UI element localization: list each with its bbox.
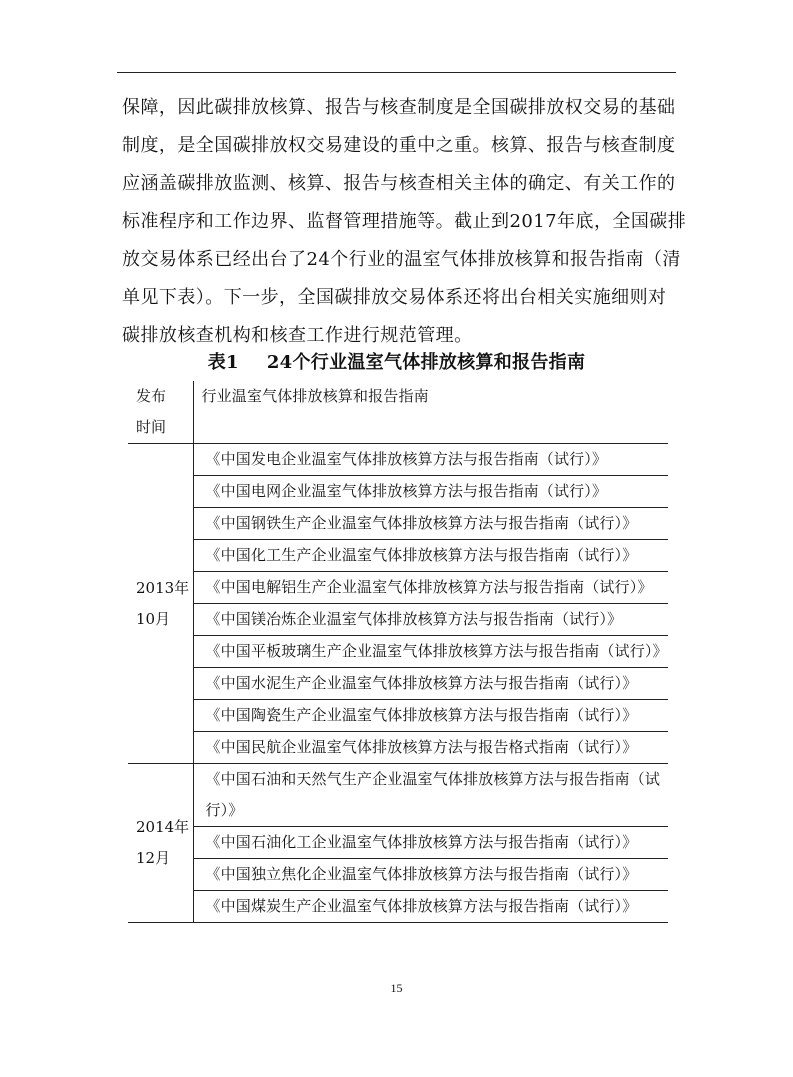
guide-title: 《中国石油和天然气生产企业温室气体排放核算方法与报告指南（试行）》 bbox=[205, 770, 661, 819]
guide-title: 《中国水泥生产企业温室气体排放核算方法与报告指南（试行）》 bbox=[205, 674, 638, 692]
guide-title-cell bbox=[193, 540, 668, 572]
guide-title: 《中国石油化工企业温室气体排放核算方法与报告指南（试行）》 bbox=[205, 833, 638, 851]
guide-title: 《中国平板玻璃生产企业温室气体排放核算方法与报告指南（试行）》 bbox=[205, 642, 668, 660]
paragraph-line: 保障，因此碳排放核算、报告与核查制度是全国碳排放权交易的基础 bbox=[122, 97, 676, 118]
table-row bbox=[128, 700, 668, 732]
group-date-cell bbox=[128, 444, 193, 764]
guide-title: 《中国发电企业温室气体排放核算方法与报告指南（试行）》 bbox=[205, 450, 608, 468]
table-caption-number: 表1 bbox=[207, 352, 239, 373]
group-date-line: 2014年 bbox=[136, 818, 190, 836]
guide-title-cell bbox=[193, 476, 668, 508]
header-date-line: 时间 bbox=[136, 418, 167, 436]
guide-title: 《中国电网企业温室气体排放核算方法与报告指南（试行）》 bbox=[205, 482, 608, 500]
guide-title-cell bbox=[193, 444, 668, 476]
guide-title: 《中国民航企业温室气体排放核算方法与报告格式指南（试行）》 bbox=[205, 738, 638, 756]
guide-title-cell bbox=[193, 636, 668, 668]
guide-title: 《中国煤炭生产企业温室气体排放核算方法与报告指南（试行）》 bbox=[205, 897, 638, 915]
guide-title: 《中国化工生产企业温室气体排放核算方法与报告指南（试行）》 bbox=[205, 546, 638, 564]
table-row bbox=[128, 572, 668, 604]
guide-title-cell bbox=[193, 604, 668, 636]
group-date-line: 10月 bbox=[136, 609, 171, 628]
guide-title-cell bbox=[193, 700, 668, 732]
guide-title-cell bbox=[193, 508, 668, 540]
table-row bbox=[128, 827, 668, 859]
guide-title-cell bbox=[193, 891, 668, 923]
table-row bbox=[128, 476, 668, 508]
guide-title-cell bbox=[193, 668, 668, 700]
table-row bbox=[128, 540, 668, 572]
header-date-cell bbox=[128, 381, 193, 444]
guide-title: 《中国陶瓷生产企业温室气体排放核算方法与报告指南（试行）》 bbox=[205, 706, 638, 724]
guide-title: 《中国钢铁生产企业温室气体排放核算方法与报告指南（试行）》 bbox=[205, 514, 638, 532]
table-row bbox=[128, 732, 668, 764]
header-title: 行业温室气体排放核算和报告指南 bbox=[201, 387, 429, 405]
paragraph-line: 标准程序和工作边界、监督管理措施等。截止到2017年底，全国碳排 bbox=[122, 211, 687, 232]
page-number: 15 bbox=[390, 981, 403, 995]
table-row bbox=[128, 636, 668, 668]
table-row bbox=[128, 444, 668, 476]
guide-title: 《中国电解铝生产企业温室气体排放核算方法与报告指南（试行）》 bbox=[205, 578, 653, 596]
guide-title-cell bbox=[193, 859, 668, 891]
guide-title-cell bbox=[193, 572, 668, 604]
table-row bbox=[128, 859, 668, 891]
table-row bbox=[128, 891, 668, 923]
paragraph-line: 碳排放核查机构和核查工作进行规范管理。 bbox=[122, 325, 473, 346]
table-caption-title: 24个行业温室气体排放核算和报告指南 bbox=[266, 352, 586, 373]
guide-title: 《中国独立焦化企业温室气体排放核算方法与报告指南（试行）》 bbox=[205, 865, 638, 883]
table-row bbox=[128, 764, 668, 827]
body-paragraph bbox=[122, 92, 687, 358]
table-row bbox=[128, 604, 668, 636]
header-date-line: 发布 bbox=[136, 387, 167, 405]
guide-title-cell bbox=[193, 732, 668, 764]
group-date-line: 2013年 bbox=[136, 578, 190, 597]
header-title-cell bbox=[193, 381, 668, 444]
header-rule bbox=[117, 72, 676, 73]
guide-title: 《中国镁冶炼企业温室气体排放核算方法与报告指南（试行）》 bbox=[205, 610, 623, 628]
paragraph-line: 单见下表）。下一步，全国碳排放交易体系还将出台相关实施细则对 bbox=[122, 287, 667, 308]
table-row bbox=[128, 668, 668, 700]
guides-table bbox=[128, 381, 668, 923]
group-date-line: 12月 bbox=[136, 849, 171, 867]
table-caption bbox=[0, 350, 793, 376]
guide-title-cell bbox=[193, 764, 668, 827]
paragraph-line: 制度，是全国碳排放权交易建设的重中之重。核算、报告与核查制度 bbox=[122, 135, 676, 156]
paragraph-line: 应涵盖碳排放监测、核算、报告与核查相关主体的确定、有关工作的 bbox=[122, 173, 676, 194]
guide-title-cell bbox=[193, 827, 668, 859]
table-header-row bbox=[128, 381, 668, 444]
table-row bbox=[128, 508, 668, 540]
group-date-cell bbox=[128, 764, 193, 923]
paragraph-line: 放交易体系已经出台了24个行业的温室气体排放核算和报告指南（清 bbox=[122, 249, 681, 270]
